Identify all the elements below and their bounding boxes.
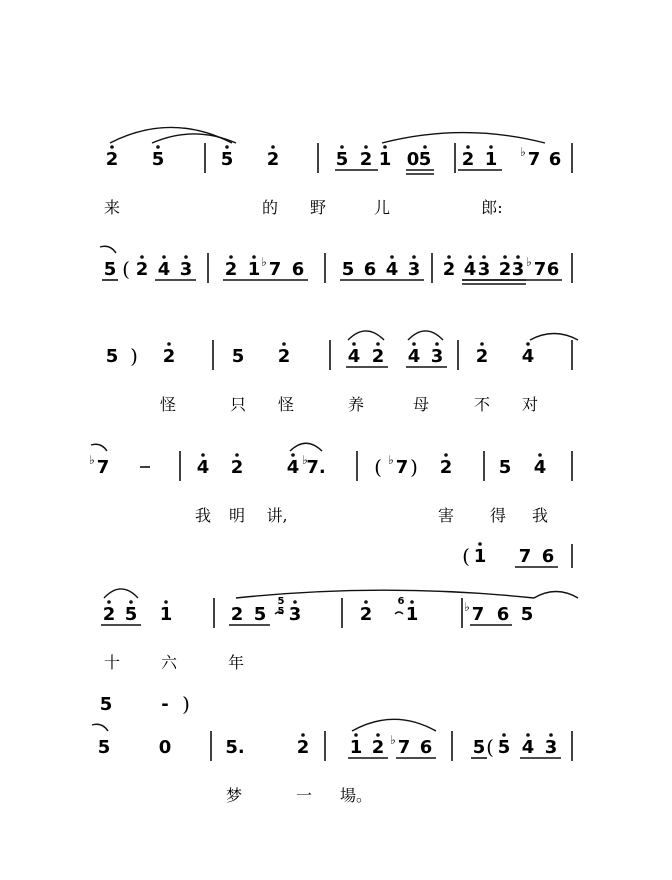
note: 5 xyxy=(151,149,165,170)
octave-dot xyxy=(164,600,168,604)
octave-dot xyxy=(444,453,448,457)
slur-arc xyxy=(348,331,384,340)
note: 1 xyxy=(349,737,363,758)
slur-arc xyxy=(408,331,443,340)
note: 2 xyxy=(162,346,176,367)
flat-sign: ♭ xyxy=(390,733,396,747)
note: 6 xyxy=(291,259,305,280)
octave-dot xyxy=(354,733,358,737)
octave-dot xyxy=(129,600,133,604)
octave-dot xyxy=(526,733,530,737)
note: 4 xyxy=(347,346,361,367)
grace-note: 5 xyxy=(277,606,285,617)
note: 2 xyxy=(475,346,489,367)
lyric-syllable: 的 xyxy=(261,198,279,217)
note: 2 xyxy=(230,457,244,478)
lyric-syllable: 年 xyxy=(227,653,245,672)
octave-dot xyxy=(293,600,297,604)
octave-dot xyxy=(364,145,368,149)
grace-slur xyxy=(395,612,403,614)
note: 7 xyxy=(395,457,409,478)
note: 7 xyxy=(533,259,547,280)
note: 5 xyxy=(231,346,245,367)
octave-dot xyxy=(140,255,144,259)
note: 5 xyxy=(103,259,117,280)
lyric-syllable: 我 xyxy=(531,506,549,525)
note: 6 xyxy=(363,259,377,280)
note: 7 xyxy=(527,149,541,170)
note: 4 xyxy=(157,259,171,280)
note: 1 xyxy=(378,149,392,170)
lyric-syllable: 怪 xyxy=(159,395,177,414)
octave-dot xyxy=(468,255,472,259)
octave-dot xyxy=(235,453,239,457)
note: 4 xyxy=(521,737,535,758)
note: 1 xyxy=(247,259,261,280)
lyric-syllable: 梦 xyxy=(225,786,243,805)
note: 1 xyxy=(473,546,487,567)
note: 7 xyxy=(268,259,282,280)
slur-arc xyxy=(530,334,578,341)
slur-arc xyxy=(352,719,436,731)
note: - xyxy=(161,694,169,715)
octave-dot xyxy=(271,145,275,149)
lyric-syllable: 我 xyxy=(194,506,212,525)
note: 6 xyxy=(546,259,560,280)
note: 5 xyxy=(97,737,111,758)
note: 5 xyxy=(497,737,511,758)
octave-dot xyxy=(376,733,380,737)
slur-arc xyxy=(152,134,236,143)
note: 5 xyxy=(124,604,138,625)
note: 4 xyxy=(286,457,300,478)
note: 5. xyxy=(225,737,245,758)
note: 4 xyxy=(533,457,547,478)
note: 2 xyxy=(135,259,149,280)
octave-dot xyxy=(291,453,295,457)
note: 3 xyxy=(477,259,491,280)
octave-dot xyxy=(225,145,229,149)
note: 7 xyxy=(397,737,411,758)
flat-sign: ♭ xyxy=(261,255,267,269)
note: 2 xyxy=(371,737,385,758)
note: 5 xyxy=(498,457,512,478)
tie-in-arc xyxy=(92,724,108,731)
note: 7 xyxy=(518,546,532,567)
octave-dot xyxy=(110,145,114,149)
octave-dot xyxy=(412,342,416,346)
octave-dot xyxy=(482,255,486,259)
flat-sign: ♭ xyxy=(526,255,532,269)
octave-dot xyxy=(502,733,506,737)
grace-note: 6 xyxy=(397,596,405,607)
lyric-syllable: 不 xyxy=(473,395,491,414)
note: 7. xyxy=(306,457,326,478)
lyric-syllable: 郎: xyxy=(481,198,503,217)
octave-dot xyxy=(549,733,553,737)
note: 3 xyxy=(407,259,421,280)
note: 2 xyxy=(230,604,244,625)
lyric-syllable: 十 xyxy=(103,653,121,672)
octave-dot xyxy=(489,145,493,149)
note: 2 xyxy=(102,604,116,625)
note: 1 xyxy=(405,604,419,625)
slur-arc xyxy=(104,589,138,598)
octave-dot xyxy=(503,255,507,259)
note: 5 xyxy=(253,604,267,625)
lyric-syllable: 怪 xyxy=(277,395,295,414)
note: 5 xyxy=(99,694,113,715)
note: 5 xyxy=(341,259,355,280)
bracket: ( xyxy=(486,735,494,759)
octave-dot xyxy=(201,453,205,457)
note: 2 xyxy=(371,346,385,367)
note: 2 xyxy=(439,457,453,478)
note: 5 xyxy=(220,149,234,170)
lyric-syllable: 一 xyxy=(295,786,313,805)
octave-dot xyxy=(162,255,166,259)
note: 2 xyxy=(461,149,475,170)
note: 2 xyxy=(224,259,238,280)
octave-dot xyxy=(410,600,414,604)
octave-dot xyxy=(390,255,394,259)
octave-dot xyxy=(423,145,427,149)
octave-dot xyxy=(107,600,111,604)
slur-arc xyxy=(382,133,545,143)
lyric-syllable: 明 xyxy=(228,506,246,525)
octave-dot xyxy=(447,255,451,259)
octave-dot xyxy=(340,145,344,149)
note: 5 xyxy=(418,149,432,170)
note: 6 xyxy=(541,546,555,567)
note: 2 xyxy=(266,149,280,170)
note: 6 xyxy=(419,737,433,758)
octave-dot xyxy=(184,255,188,259)
note: 2 xyxy=(442,259,456,280)
octave-dot xyxy=(538,453,542,457)
note: 1 xyxy=(159,604,173,625)
note: 2 xyxy=(359,149,373,170)
tie-in-arc xyxy=(100,246,116,253)
lyric-syllable: 母 xyxy=(412,395,430,414)
flat-sign: ♭ xyxy=(302,453,308,467)
note: 2 xyxy=(105,149,119,170)
bracket: ) xyxy=(182,692,190,716)
lyric-syllable: 儿 xyxy=(373,198,391,217)
octave-dot xyxy=(252,255,256,259)
octave-dot xyxy=(478,542,482,546)
note: 4 xyxy=(463,259,477,280)
slur-arc xyxy=(290,443,322,451)
bracket: ) xyxy=(130,344,138,368)
flat-sign: ♭ xyxy=(388,453,394,467)
lyric-syllable: 只 xyxy=(229,395,247,414)
note: 2 xyxy=(498,259,512,280)
bracket: ( xyxy=(462,544,470,568)
octave-dot xyxy=(167,342,171,346)
note: 3 xyxy=(288,604,302,625)
note: 2 xyxy=(296,737,310,758)
lyric-syllable: 讲, xyxy=(266,506,288,525)
octave-dot xyxy=(466,145,470,149)
note: 5 xyxy=(335,149,349,170)
octave-dot xyxy=(352,342,356,346)
note: 2 xyxy=(277,346,291,367)
octave-dot xyxy=(383,145,387,149)
bracket: ( xyxy=(122,257,130,281)
bracket: ( xyxy=(374,455,382,479)
lyric-syllable: 害 xyxy=(437,506,455,525)
octave-dot xyxy=(480,342,484,346)
octave-dot xyxy=(516,255,520,259)
note: 0 xyxy=(406,149,420,170)
note: 1 xyxy=(484,149,498,170)
octave-dot xyxy=(412,255,416,259)
octave-dot xyxy=(435,342,439,346)
slur-arc xyxy=(534,592,578,599)
note: 3 xyxy=(430,346,444,367)
note: 2 xyxy=(359,604,373,625)
lyric-syllable: 得 xyxy=(489,506,507,525)
octave-dot xyxy=(282,342,286,346)
note: 7 xyxy=(471,604,485,625)
octave-dot xyxy=(156,145,160,149)
note: 5 xyxy=(520,604,534,625)
lyric-syllable: 来 xyxy=(103,198,121,217)
octave-dot xyxy=(301,733,305,737)
octave-dot xyxy=(364,600,368,604)
note: 3 xyxy=(544,737,558,758)
note: 6 xyxy=(496,604,510,625)
octave-dot xyxy=(526,342,530,346)
bracket: ) xyxy=(410,455,418,479)
note: 5 xyxy=(472,737,486,758)
note: 6 xyxy=(548,149,562,170)
note: 4 xyxy=(196,457,210,478)
note: 4 xyxy=(407,346,421,367)
tie-in-arc xyxy=(91,444,107,451)
lyric-syllable: 野 xyxy=(309,198,327,217)
note: 7 xyxy=(96,457,110,478)
lyric-syllable: 对 xyxy=(521,395,539,414)
grace-note: 5 xyxy=(277,596,285,607)
note: 3 xyxy=(179,259,193,280)
octave-dot xyxy=(229,255,233,259)
note: 3 xyxy=(511,259,525,280)
note: 0 xyxy=(158,737,172,758)
flat-sign: ♭ xyxy=(89,453,95,467)
flat-sign: ♭ xyxy=(520,145,526,159)
note: 4 xyxy=(521,346,535,367)
lyric-syllable: 場。 xyxy=(339,786,373,805)
lyric-syllable: 六 xyxy=(160,653,178,672)
octave-dot xyxy=(376,342,380,346)
note: 4 xyxy=(385,259,399,280)
flat-sign: ♭ xyxy=(464,600,470,614)
lyric-syllable: 养 xyxy=(347,395,365,414)
note: 5 xyxy=(105,346,119,367)
